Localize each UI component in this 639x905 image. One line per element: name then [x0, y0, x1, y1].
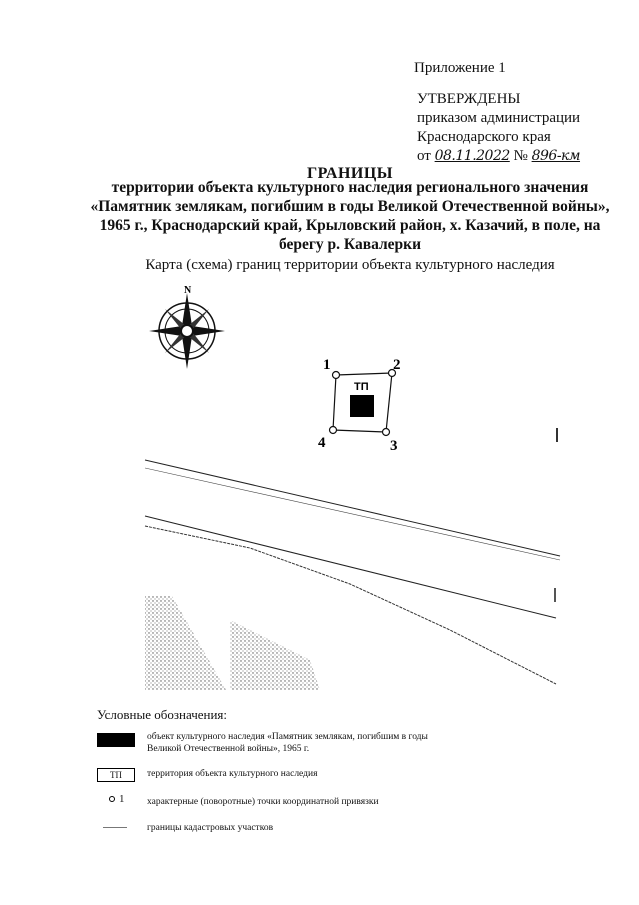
title-line2: «Памятник землякам, погибшим в годы Великой Отечественной войны»,	[90, 198, 610, 215]
parcel-shaded-2	[230, 620, 320, 690]
approved-line2: Краснодарского края	[417, 129, 551, 145]
cadastral-line-2	[145, 468, 560, 560]
legend-text: объект культурного наследия «Памятник землякам, погибшим в годы Великой Отечественной войны», 1965 г.	[147, 732, 428, 754]
number-value: 896-км	[531, 148, 581, 164]
territory-label: ТП	[354, 381, 369, 393]
legend-text: характерные (поворотные) точки координатной привязки	[147, 797, 379, 807]
approved-line1: приказом администрации	[417, 110, 581, 126]
document-title: ГРАНИЦЫ	[306, 165, 393, 182]
point-label-3: 3	[390, 438, 398, 454]
parcel-shaded-1	[145, 596, 226, 690]
title-line4: берегу р. Кавалерки	[278, 236, 422, 253]
legend-title: Условные обозначения:	[97, 707, 228, 722]
legend-item-territory	[97, 768, 437, 784]
monument-object	[350, 395, 374, 417]
point-label-2: 2	[393, 357, 401, 373]
point-label-1: 1	[323, 357, 331, 373]
legend-text: территория объекта культурного наследия	[147, 769, 318, 779]
point-circle-icon	[109, 793, 125, 805]
number-prefix: №	[513, 148, 528, 164]
date-value: 08.11.2022	[434, 148, 510, 164]
cadastral-line-1	[145, 460, 560, 556]
point-marker-1	[333, 372, 340, 379]
territory-box-icon: ТП	[97, 768, 135, 782]
title-line3: 1965 г., Краснодарский край, Крыловский район, х. Казачий, в поле, на	[99, 217, 601, 234]
legend-item-object	[97, 731, 437, 761]
legend-item-points	[97, 793, 437, 812]
legend-text: границы кадастровых участков	[147, 823, 274, 833]
cadastral-line-icon	[103, 827, 127, 828]
title-line1: территории объекта культурного наследия регионального значения	[111, 179, 589, 196]
point-marker-4	[330, 427, 337, 434]
cadastral-line-3	[145, 516, 556, 618]
point-label-4: 4	[318, 435, 326, 451]
point-symbol-number: 1	[119, 793, 125, 805]
approved-title: УТВЕРЖДЕНЫ	[417, 91, 521, 107]
point-marker-3	[383, 429, 390, 436]
appendix-label: Приложение 1	[414, 60, 506, 76]
legend-item-cadastral	[97, 822, 437, 838]
compass-north-label: N	[184, 285, 192, 296]
map-subtitle: Карта (схема) границ территории объекта культурного наследия	[145, 257, 555, 273]
compass-rose-icon	[149, 293, 225, 369]
black-square-icon	[97, 733, 135, 747]
date-prefix: от	[417, 148, 431, 164]
